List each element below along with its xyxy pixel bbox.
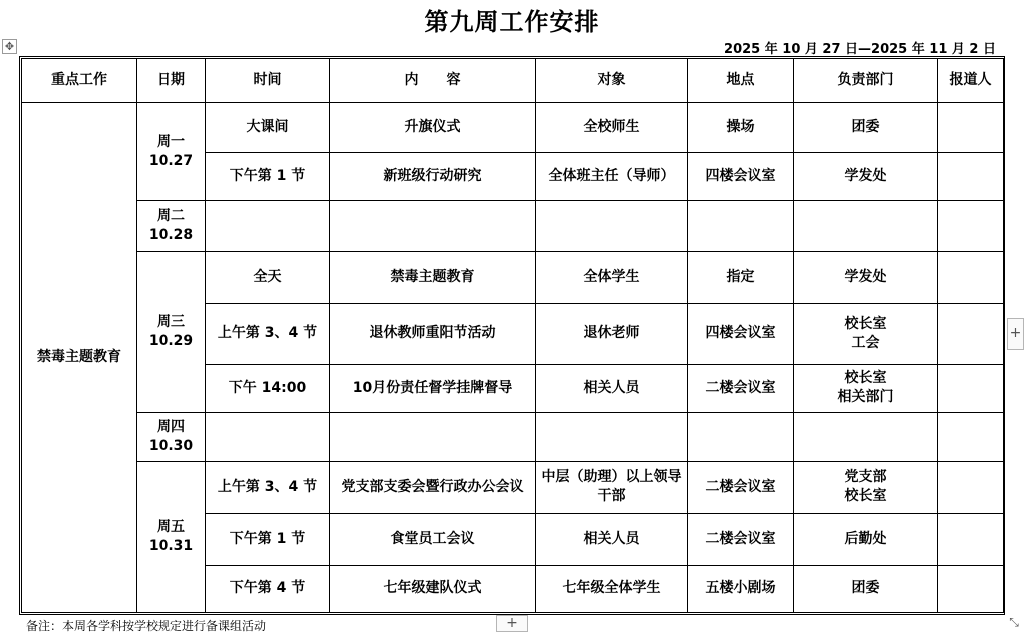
target-cell[interactable]: 全校师生: [536, 103, 688, 153]
time-cell[interactable]: [206, 412, 330, 461]
header-reporter: 报道人: [938, 59, 1004, 103]
target-cell[interactable]: 全体班主任（导师）: [536, 153, 688, 201]
place-cell[interactable]: 二楼会议室: [688, 513, 794, 565]
target-cell[interactable]: 退休老师: [536, 304, 688, 364]
add-row-plus-icon[interactable]: +: [496, 615, 528, 632]
content-cell[interactable]: 禁毒主题教育: [330, 252, 536, 304]
dept-line: 校长室: [844, 488, 887, 505]
dept-line: 后勤处: [844, 530, 887, 547]
table-row: [22, 461, 1004, 513]
place-cell[interactable]: 四楼会议室: [688, 304, 794, 364]
reporter-cell[interactable]: [938, 461, 1004, 513]
target-cell[interactable]: 相关人员: [536, 364, 688, 412]
header-target: 对象: [536, 59, 688, 103]
reporter-cell[interactable]: [938, 153, 1004, 201]
target-cell[interactable]: 全体学生: [536, 252, 688, 304]
reporter-cell[interactable]: [938, 412, 1004, 461]
place-cell[interactable]: 二楼会议室: [688, 364, 794, 412]
table-row: [22, 412, 1004, 461]
reporter-cell[interactable]: [938, 103, 1004, 153]
target-cell[interactable]: [536, 201, 688, 252]
add-column-plus-icon[interactable]: +: [1007, 318, 1024, 350]
place-cell[interactable]: 五楼小剧场: [688, 565, 794, 612]
reporter-cell[interactable]: [938, 565, 1004, 612]
day-cell-fri[interactable]: [137, 461, 206, 612]
header-time: 时间: [206, 59, 330, 103]
dept-line: 校长室: [844, 315, 887, 332]
place-cell[interactable]: 操场: [688, 103, 794, 153]
time-cell[interactable]: 下午第 1 节: [206, 153, 330, 201]
page-title: 第九周工作安排: [424, 8, 600, 36]
dept-line: 学发处: [844, 269, 887, 286]
target-cell[interactable]: 中层（助理）以上领导干部: [536, 461, 688, 513]
table-row: [22, 103, 1004, 153]
day-date: 10.28: [148, 227, 194, 244]
dept-cell[interactable]: [794, 201, 938, 252]
focus-work-cell[interactable]: 禁毒主题教育: [22, 103, 137, 613]
time-cell[interactable]: 下午第 4 节: [206, 565, 330, 612]
date-range: 2025 年 10 月 27 日—2025 年 11 月 2 日: [724, 42, 996, 57]
footer-note: 备注：本周各学科按学校规定进行备课组活动: [26, 619, 267, 633]
time-cell[interactable]: 下午 14:00: [206, 364, 330, 412]
content-cell[interactable]: [330, 412, 536, 461]
dept-line: 校长室: [844, 370, 887, 387]
header-content: 内 容: [330, 59, 536, 103]
dept-line: 团委: [851, 580, 880, 597]
place-cell[interactable]: [688, 201, 794, 252]
schedule-table: [21, 58, 1004, 613]
table-row: [22, 201, 1004, 252]
day-cell-thu[interactable]: [137, 412, 206, 461]
header-focus-work: 重点工作: [22, 59, 137, 103]
dept-line: 学发处: [844, 168, 887, 185]
day-cell-tue[interactable]: [137, 201, 206, 252]
table-move-handle-icon[interactable]: ✥: [2, 39, 17, 54]
time-cell[interactable]: 下午第 1 节: [206, 513, 330, 565]
day-name: 周四: [157, 418, 185, 435]
dept-line: 党支部: [844, 469, 887, 486]
content-cell[interactable]: 退休教师重阳节活动: [330, 304, 536, 364]
header-place: 地点: [688, 59, 794, 103]
dept-cell[interactable]: [794, 513, 938, 565]
dept-cell[interactable]: [794, 364, 938, 412]
target-cell[interactable]: [536, 412, 688, 461]
content-cell[interactable]: 党支部支委会暨行政办公会议: [330, 461, 536, 513]
content-cell[interactable]: 七年级建队仪式: [330, 565, 536, 612]
header-row: [22, 59, 1004, 103]
content-cell[interactable]: [330, 201, 536, 252]
day-name: 周五: [157, 518, 185, 535]
dept-cell[interactable]: [794, 103, 938, 153]
dept-cell[interactable]: [794, 252, 938, 304]
target-cell[interactable]: 七年级全体学生: [536, 565, 688, 612]
content-cell[interactable]: 升旗仪式: [330, 103, 536, 153]
dept-line: 相关部门: [837, 389, 894, 406]
time-cell[interactable]: 上午第 3、4 节: [206, 461, 330, 513]
time-cell[interactable]: 大课间: [206, 103, 330, 153]
day-date: 10.31: [148, 537, 194, 554]
place-cell[interactable]: 二楼会议室: [688, 461, 794, 513]
reporter-cell[interactable]: [938, 304, 1004, 364]
table-row: [22, 252, 1004, 304]
schedule-table-frame: [19, 56, 1005, 615]
day-name: 周一: [157, 133, 185, 150]
time-cell[interactable]: 上午第 3、4 节: [206, 304, 330, 364]
day-name: 周三: [157, 313, 185, 330]
dept-cell[interactable]: [794, 461, 938, 513]
time-cell[interactable]: 全天: [206, 252, 330, 304]
reporter-cell[interactable]: [938, 364, 1004, 412]
reporter-cell[interactable]: [938, 513, 1004, 565]
header-dept: 负责部门: [794, 59, 938, 103]
place-cell[interactable]: [688, 412, 794, 461]
day-cell-wed[interactable]: [137, 252, 206, 412]
header-date: 日期: [137, 59, 206, 103]
content-cell[interactable]: 10月份责任督学挂牌督导: [330, 364, 536, 412]
content-cell[interactable]: 新班级行动研究: [330, 153, 536, 201]
day-date: 10.29: [148, 332, 194, 349]
content-cell[interactable]: 食堂员工会议: [330, 513, 536, 565]
place-cell[interactable]: 指定: [688, 252, 794, 304]
day-cell-mon[interactable]: [137, 103, 206, 201]
time-cell[interactable]: [206, 201, 330, 252]
dept-cell[interactable]: [794, 565, 938, 612]
day-date: 10.30: [148, 437, 194, 454]
table-resize-icon[interactable]: ⤡: [1009, 615, 1019, 629]
dept-cell[interactable]: [794, 412, 938, 461]
dept-cell[interactable]: [794, 153, 938, 201]
dept-line: 团委: [851, 119, 880, 136]
reporter-cell[interactable]: [938, 201, 1004, 252]
reporter-cell[interactable]: [938, 252, 1004, 304]
day-date: 10.27: [148, 152, 194, 169]
place-cell[interactable]: 四楼会议室: [688, 153, 794, 201]
day-name: 周二: [157, 208, 185, 225]
dept-cell[interactable]: [794, 304, 938, 364]
dept-line: 工会: [851, 334, 880, 351]
target-cell[interactable]: 相关人员: [536, 513, 688, 565]
